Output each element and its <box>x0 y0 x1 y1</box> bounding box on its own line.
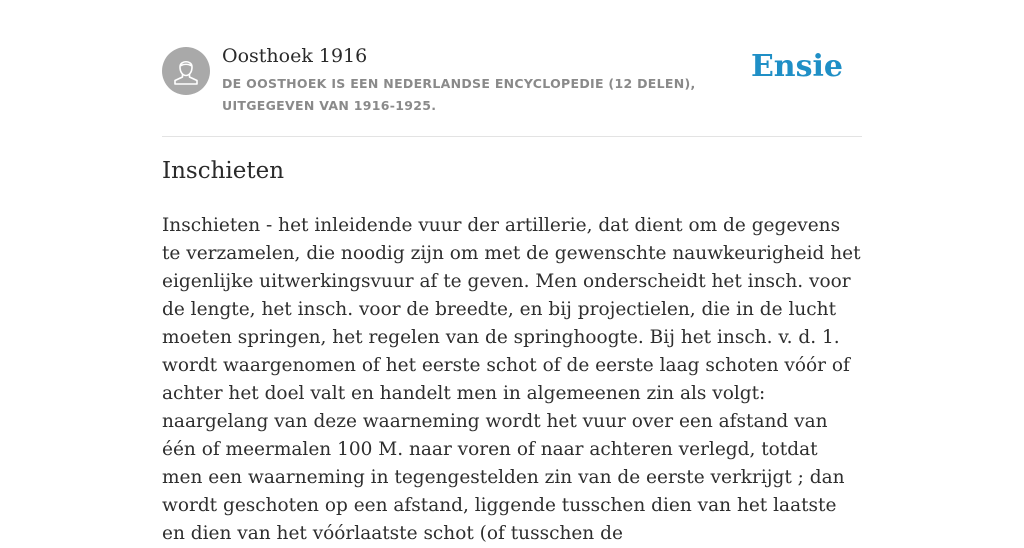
article-body: Inschieten - het inleidende vuur der artillerie, dat dient om de gegevens te verzamelen, die noodig zijn om met de gewenschte nauwkeurigheid het eigenlijke uitwerkingsvuur af te geven. Men onderscheidt het insch. voor de lengte, het insch. voor de breedte, en bij projectielen, die in de lucht moeten springen, het regelen van de springhoogte. Bij het insch. v. d. 1. wordt waargenomen of het eerste schot of de eerste laag schoten vóór of achter het doel valt en handelt men in algemeenen zin als volgt: naargelang van deze waarneming wordt het vuur over een afstand van één of meermalen 100 M. naar voren of naar achteren verlegd, totdat men een waarneming in tegengestelden zin van de eerste verkrijgt ; dan wordt geschoten op een afstand, liggende tusschen dien van het laatste en dien van het vóórlaatste schot (of tusschen de <box>162 215 861 544</box>
ensie-logo[interactable]: Ensie <box>750 49 843 84</box>
article-title: Inschieten <box>162 158 285 184</box>
source-avatar[interactable] <box>162 47 210 95</box>
user-icon <box>162 47 210 95</box>
source-description: DE OOSTHOEK IS EEN NEDERLANDSE ENCYCLOPEDIE (12 DELEN), UITGEGEVEN VAN 1916-1925. <box>222 76 696 113</box>
source-title[interactable]: Oosthoek 1916 <box>222 45 368 67</box>
source-header <box>162 44 862 137</box>
